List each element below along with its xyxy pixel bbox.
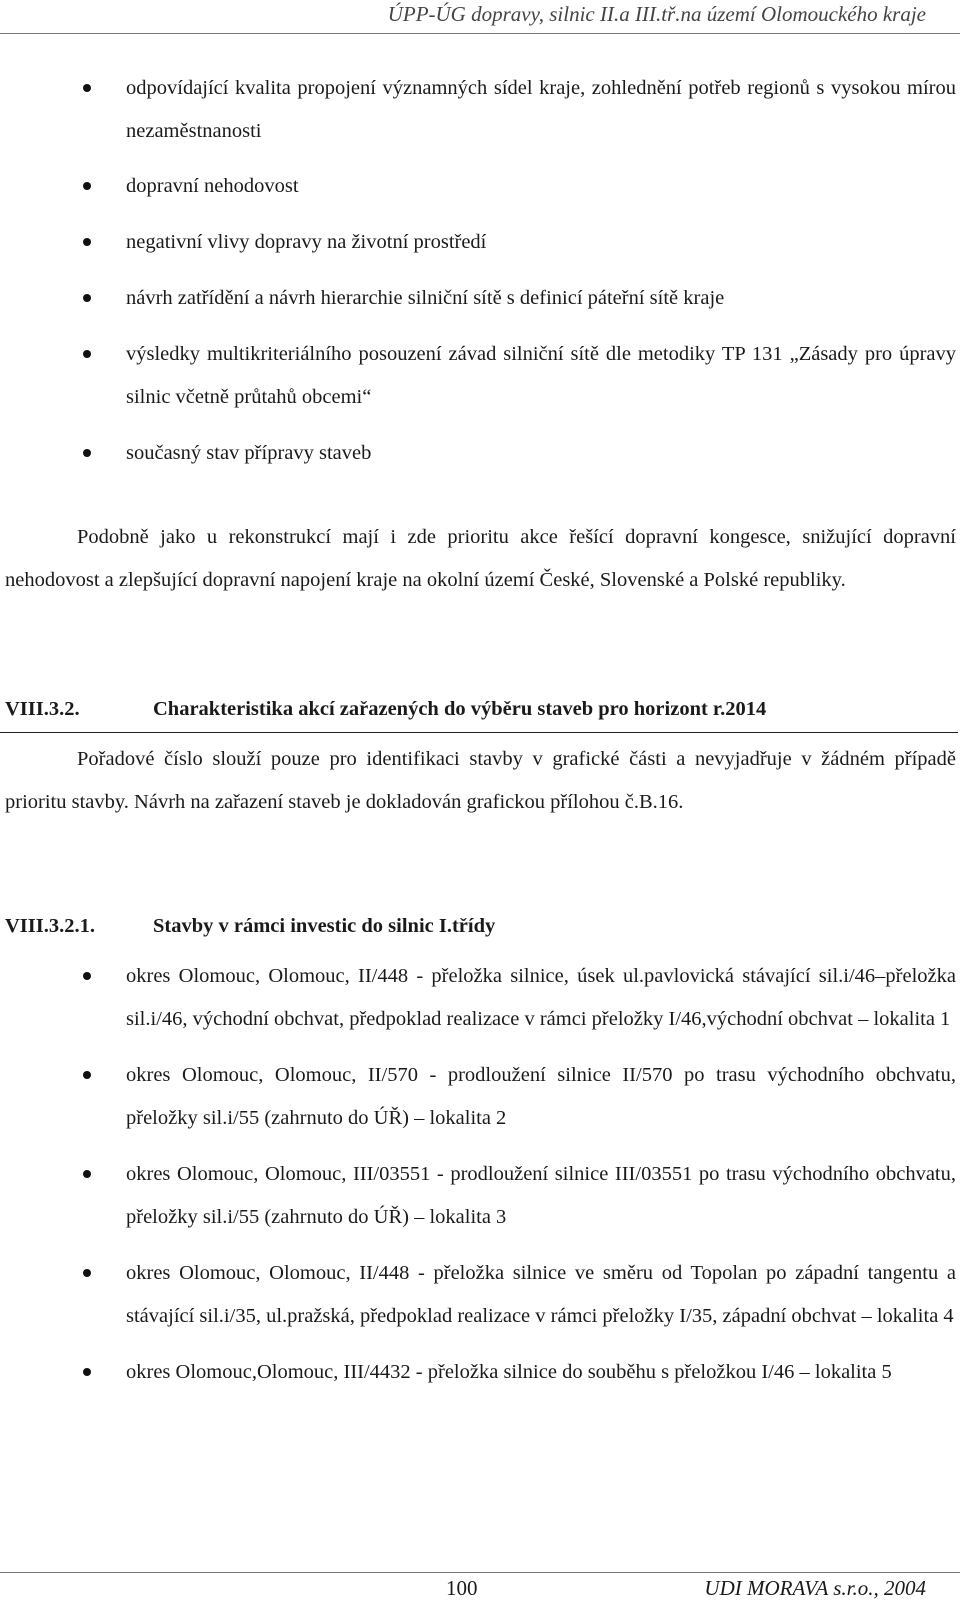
project-text: okres Olomouc, Olomouc, II/448 - přeložka silnice, úsek ul.pavlovická stávající sil.i/46–přeložka sil.i/46, východní obchvat, předpoklad realizace v rámci přeložky I/46,východní obchvat – lokalita 1 <box>126 965 956 1030</box>
subsection-title: Stavby v rámci investic do silnic I.třídy <box>153 915 496 937</box>
bullet-icon <box>83 449 91 457</box>
subsection-heading <box>5 915 955 938</box>
list-item <box>0 1351 960 1394</box>
list-item-text: návrh zatřídění a návrh hierarchie silniční sítě s definicí páteřní sítě kraje <box>126 287 725 309</box>
section-number: VIII.3.2. <box>5 698 80 720</box>
header-divider <box>0 33 960 34</box>
list-item-text: odpovídající kvalita propojení významných sídel kraje, zohlednění potřeb regionů s vysokou mírou nezaměstnanosti <box>126 77 956 142</box>
bullet-icon <box>83 972 91 980</box>
document-header: ÚPP-ÚG dopravy, silnic II.a III.tř.na území Olomouckého kraje <box>387 2 926 26</box>
criteria-list <box>0 67 960 475</box>
section-title: Charakteristika akcí zařazených do výběru staveb pro horizont r.2014 <box>153 698 767 720</box>
bullet-icon <box>83 1269 91 1277</box>
list-item <box>0 165 960 208</box>
list-item <box>0 1054 960 1140</box>
list-item <box>0 333 960 419</box>
projects-list <box>0 955 960 1394</box>
bullet-icon <box>83 350 91 358</box>
list-item-text: dopravní nehodovost <box>126 175 299 197</box>
subsection-number: VIII.3.2.1. <box>5 915 95 937</box>
list-item <box>0 221 960 264</box>
footer-divider <box>0 1572 960 1573</box>
list-item-text: současný stav přípravy staveb <box>126 442 372 464</box>
list-item <box>0 277 960 320</box>
bullet-icon <box>83 182 91 190</box>
project-text: okres Olomouc,Olomouc, III/4432 - přeložka silnice do souběhu s přeložkou I/46 – lokalita 5 <box>126 1361 892 1383</box>
priority-paragraph: Podobně jako u rekonstrukcí mají i zde prioritu akce řešící dopravní kongesce, snižující dopravní nehodovost a zlepšující dopravní napojení kraje na okolní území České, Slovenské a Polské republiky. <box>5 526 956 591</box>
list-item-text: negativní vlivy dopravy na životní prostředí <box>126 231 487 253</box>
project-text: okres Olomouc, Olomouc, III/03551 - prodloužení silnice III/03551 po trasu východního obchvatu, přeložky sil.i/55 (zahrnuto do ÚŘ) – lokalita 3 <box>126 1163 956 1228</box>
project-text: okres Olomouc, Olomouc, II/570 - prodloužení silnice II/570 po trasu východního obchvatu, přeložky sil.i/55 (zahrnuto do ÚŘ) – lokalita 2 <box>126 1064 956 1129</box>
section-heading-rule <box>0 732 958 733</box>
bullet-icon <box>83 238 91 246</box>
list-item <box>0 1153 960 1239</box>
list-item-text: výsledky multikriteriálního posouzení závad silniční sítě dle metodiky TP 131 „Zásady pro úpravy silnic včetně průtahů obcemi“ <box>126 343 956 408</box>
list-item <box>0 67 960 153</box>
list-item <box>0 955 960 1041</box>
identification-paragraph: Pořadové číslo slouží pouze pro identifikaci stavby v grafické části a nevyjadřuje v žádném případě prioritu stavby. Návrh na zařazení staveb je dokladován grafickou přílohou č.B.16. <box>5 748 956 813</box>
bullet-icon <box>83 1368 91 1376</box>
footer-company: UDI MORAVA s.r.o., 2004 <box>704 1576 926 1600</box>
page-number: 100 <box>446 1576 478 1600</box>
bullet-icon <box>83 1170 91 1178</box>
section-heading <box>5 698 955 721</box>
bullet-icon <box>83 1071 91 1079</box>
bullet-icon <box>83 294 91 302</box>
list-item <box>0 432 960 475</box>
list-item <box>0 1252 960 1338</box>
bullet-icon <box>83 84 91 92</box>
project-text: okres Olomouc, Olomouc, II/448 - přeložka silnice ve směru od Topolan po západní tangentu a stávající sil.i/35, ul.pražská, předpoklad realizace v rámci přeložky I/35, západní obchvat – lokalita 4 <box>126 1262 956 1327</box>
